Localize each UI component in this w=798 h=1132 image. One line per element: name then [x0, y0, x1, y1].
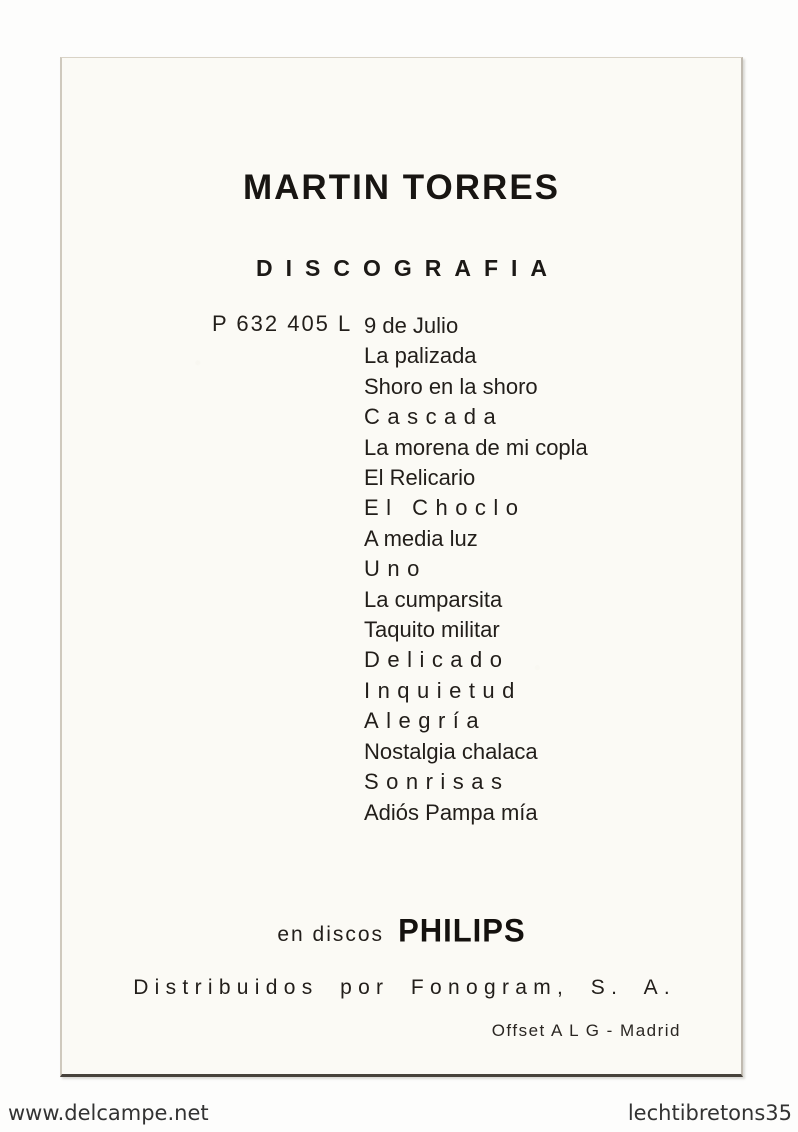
printer-credit: Offset A L G - Madrid: [491, 1021, 681, 1040]
catalog-number: P 632 405 L: [212, 311, 353, 336]
discography-heading: DISCOGRAFIA: [256, 255, 560, 281]
record-label-line: [62, 913, 741, 949]
song-title: Uno: [364, 556, 427, 582]
song-list: [364, 311, 588, 828]
song-title: El Relicario: [364, 465, 476, 491]
watermark-seller-name: lechtibretons35: [627, 1101, 792, 1125]
song-title: Nostalgia chalaca: [364, 738, 538, 764]
song-title: La palizada: [364, 343, 477, 369]
song-title: Taquito militar: [364, 617, 500, 643]
philips-brand-logo: PHILIPS: [398, 912, 526, 949]
song-title: El Choclo: [364, 495, 526, 521]
song-title: La cumparsita: [364, 586, 503, 612]
distributor-line: Distribuidos por Fonogram, S. A.: [133, 976, 677, 999]
song-title: Inquietud: [364, 677, 522, 703]
artist-name-title: MARTIN TORRES: [242, 168, 561, 207]
song-title: Adiós Pampa mía: [364, 799, 538, 825]
song-title: 9 de Julio: [364, 313, 459, 338]
song-title: Cascada: [364, 404, 504, 430]
song-title: A media luz: [364, 525, 478, 551]
label-prefix-text: en discos: [277, 923, 385, 946]
song-title: Sonrisas: [364, 769, 510, 795]
song-title: Shoro en la shoro: [364, 373, 538, 399]
song-title: Delicado: [364, 647, 510, 673]
song-title: Alegría: [364, 708, 487, 734]
watermark-delcampe: www.delcampe.net: [8, 1101, 209, 1125]
promo-card: [60, 57, 743, 1077]
song-title: La morena de mi copla: [364, 434, 588, 460]
